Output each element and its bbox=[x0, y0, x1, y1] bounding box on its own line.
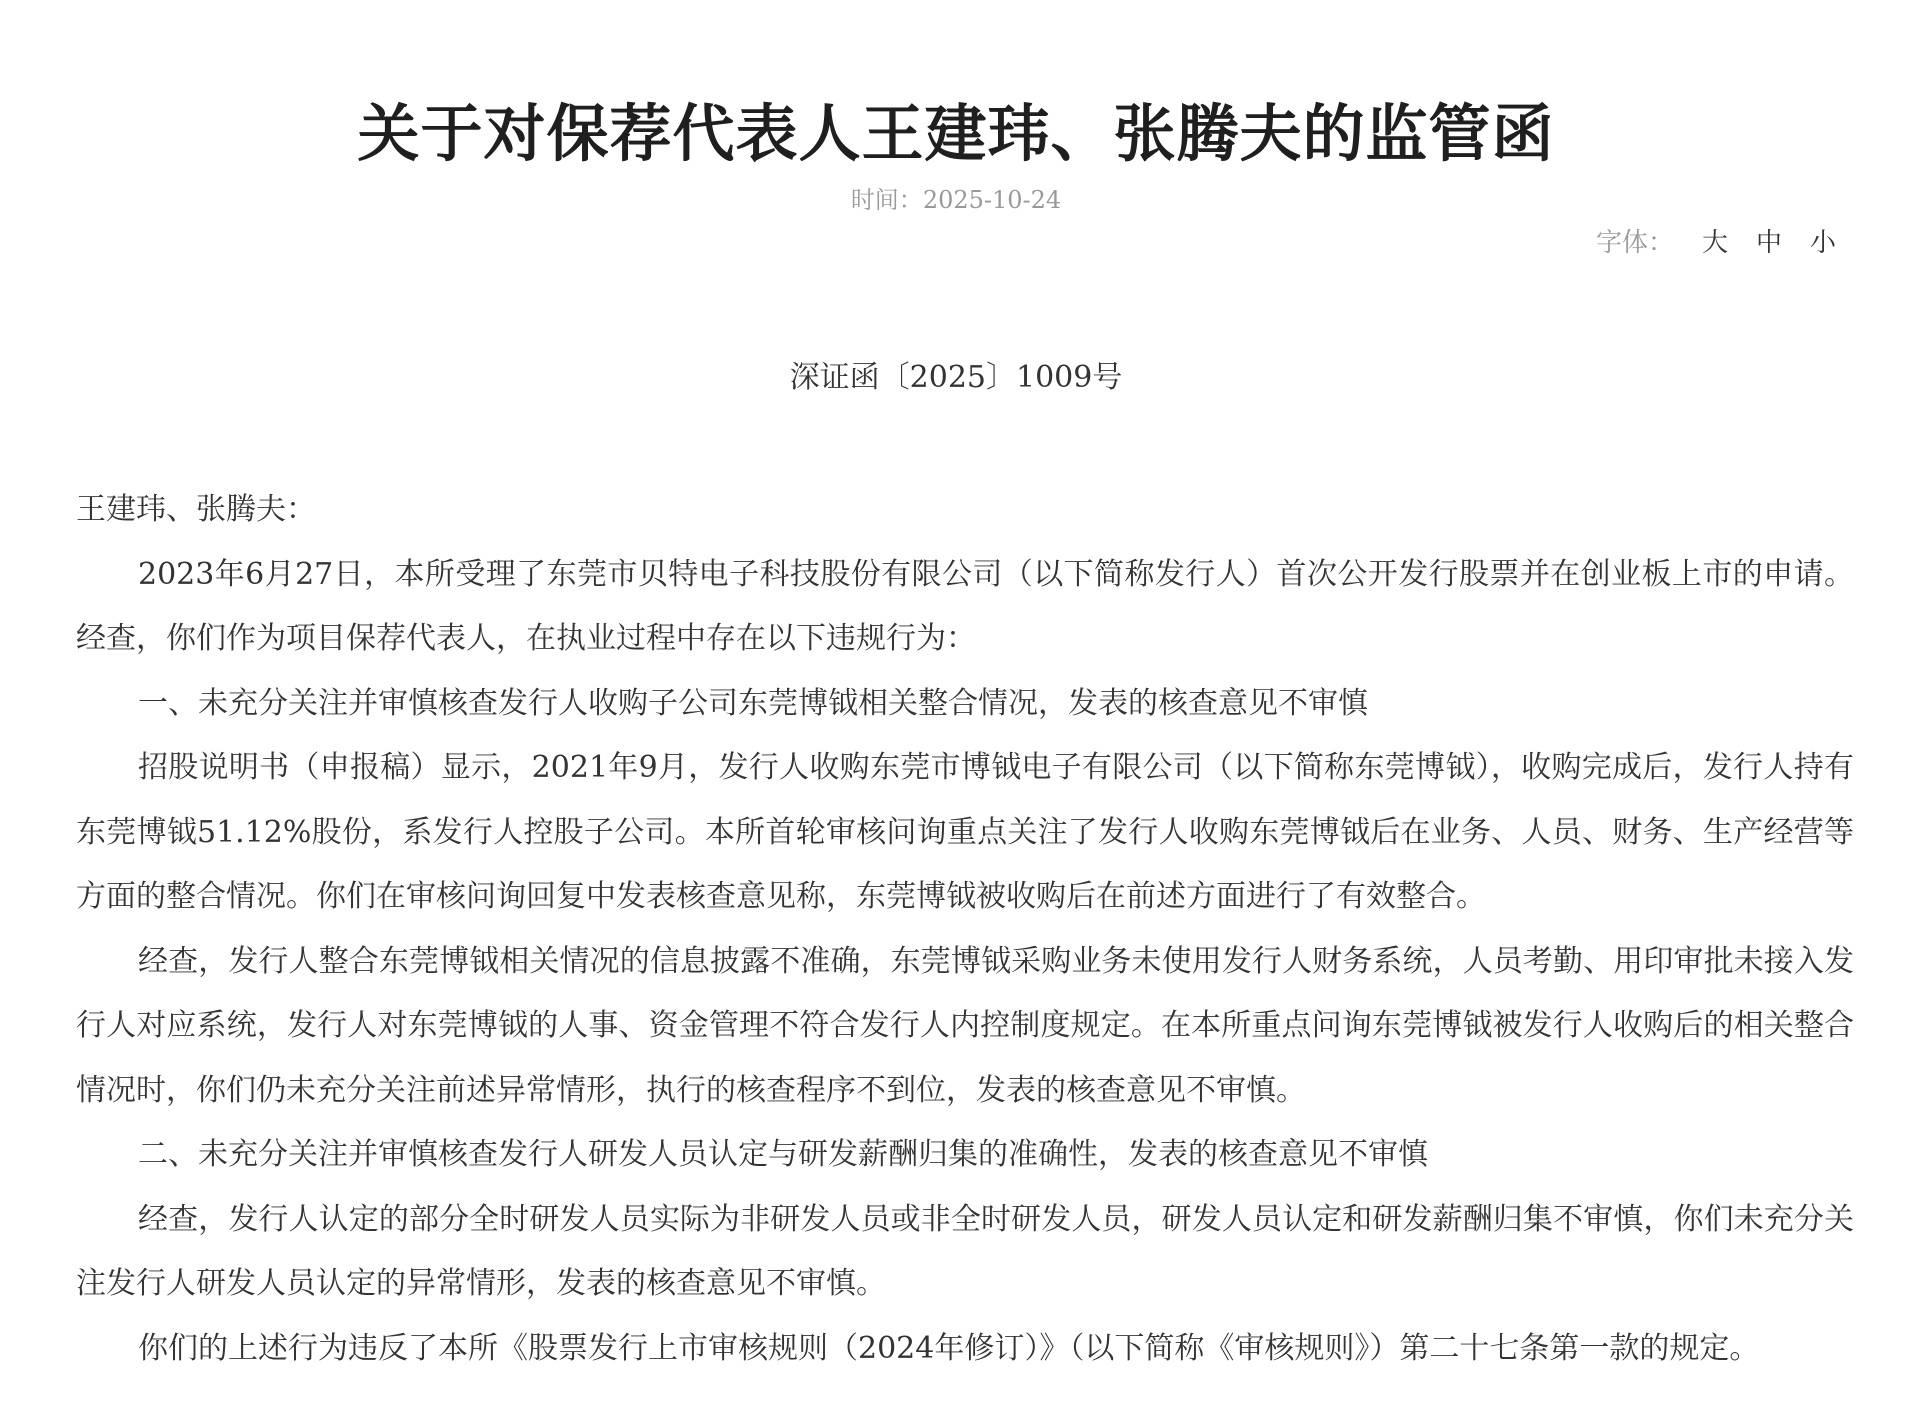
salutation: 王建玮、张腾夫： bbox=[76, 492, 316, 527]
section-heading: 二、未充分关注并审慎核查发行人研发人员认定与研发薪酬归集的准确性，发表的核查意见不审慎 bbox=[138, 1137, 1428, 1172]
font-size-label: 字体： bbox=[1595, 228, 1674, 258]
page-title: 关于对保荐代表人王建玮、张腾夫的监管函 bbox=[357, 96, 1555, 170]
font-size-medium-button[interactable]: 中 bbox=[1755, 228, 1782, 258]
font-size-large-button[interactable]: 大 bbox=[1701, 228, 1728, 258]
section-heading: 一、未充分关注并审慎核查发行人收购子公司东莞博钺相关整合情况，发表的核查意见不审慎 bbox=[138, 685, 1368, 721]
publish-time-label: 时间： bbox=[850, 186, 923, 214]
paragraph: 2023年6月27日，本所受理了东莞市贝特电子科技股份有限公司（以下简称发行人）首次公开发行股票并在创业板上市的申请。经查，你们作为项目保荐代表人，在执业过程中存在以下违规行为： bbox=[76, 556, 1854, 656]
font-size-small-button[interactable]: 小 bbox=[1809, 228, 1836, 258]
publish-time bbox=[0, 180, 1912, 215]
paragraph: 你们的上述行为违反了本所《股票发行上市审核规则（2024年修订）》（以下简称《审核规则》）第二十七条第一款的规定。 bbox=[138, 1330, 1760, 1366]
paragraph: 招股说明书（申报稿）显示，2021年9月，发行人收购东莞市博钺电子有限公司（以下简称东莞博钺），收购完成后，发行人持有东莞博钺51.12%股份，系发行人控股子公司。本所首轮审核问询重点关注了发行人收购东莞博钺后在业务、人员、财务、生产经营等方面的整合情况。你们在审核问询回复中发表核查意见称，东莞博钺被收购后在前述方面进行了有效整合。 bbox=[76, 750, 1854, 914]
paragraph: 经查，发行人整合东莞博钺相关情况的信息披露不准确，东莞博钺采购业务未使用发行人财务系统，人员考勤、用印审批未接入发行人对应系统，发行人对东莞博钺的人事、资金管理不符合发行人内控制度规定。在本所重点问询东莞博钺被发行人收购后的相关整合情况时，你们仍未充分关注前述异常情形，执行的核查程序不到位，发表的核查意见不审慎。 bbox=[76, 943, 1854, 1108]
publish-time-value: 2025-10-24 bbox=[922, 186, 1062, 214]
font-size-control bbox=[1596, 222, 1836, 259]
article-body bbox=[76, 478, 1854, 1381]
document-number: 深证函〔2025〕1009号 bbox=[789, 360, 1123, 395]
paragraph: 经查，发行人认定的部分全时研发人员实际为非研发人员或非全时研发人员，研发人员认定和研发薪酬归集不审慎，你们未充分关注发行人研发人员认定的异常情形，发表的核查意见不审慎。 bbox=[76, 1201, 1854, 1301]
